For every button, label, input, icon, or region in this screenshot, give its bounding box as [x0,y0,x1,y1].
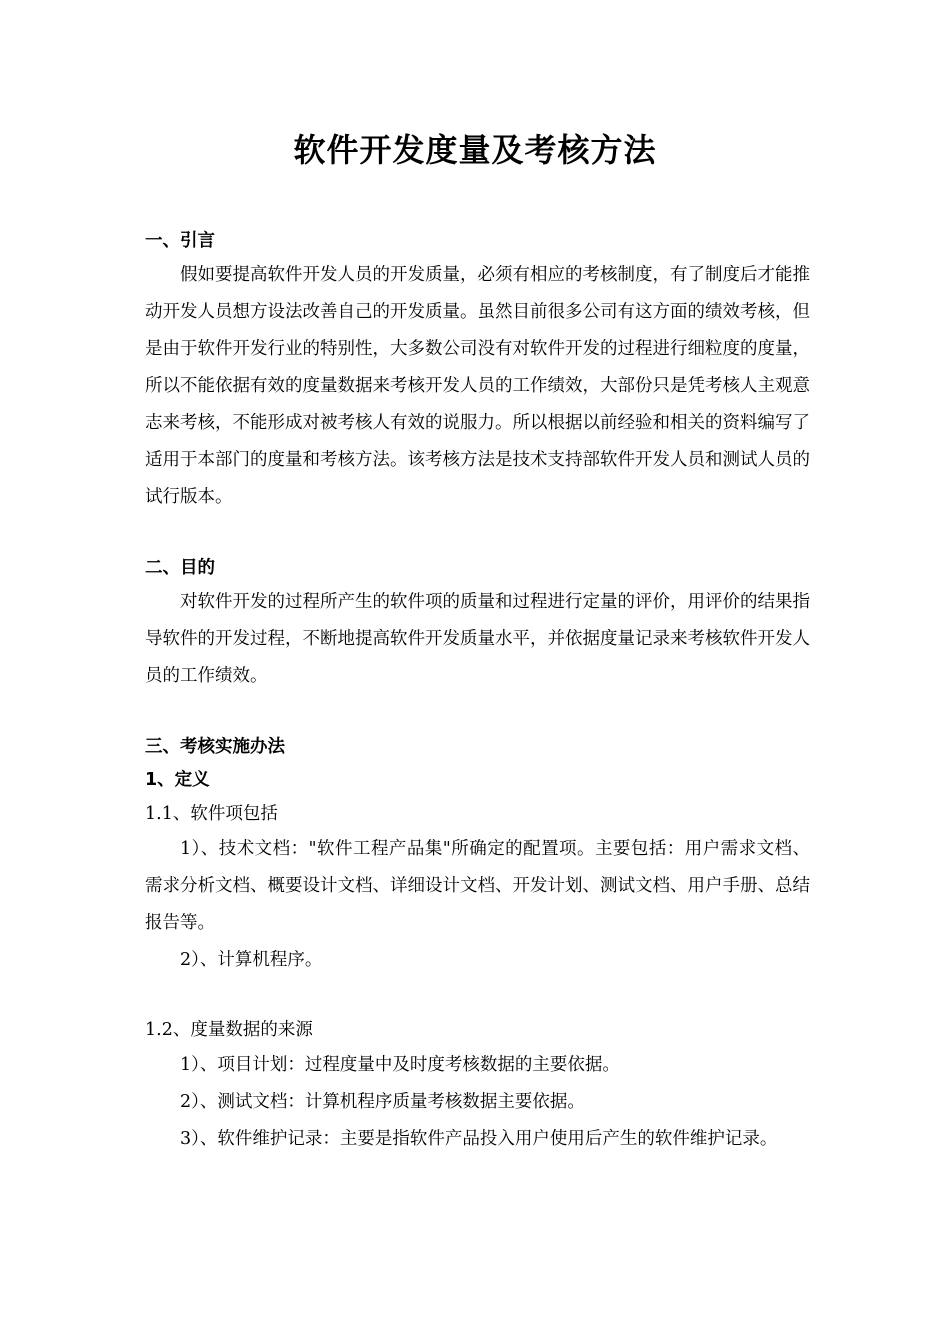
list-item: 2）、测试文档：计算机程序质量考核数据主要依据。 [180,1092,585,1112]
document-body [145,225,810,1158]
subsection-heading-definition: 1、定义 [145,770,210,790]
section-heading-intro: 一、引言 [145,231,215,251]
list-item: 1）、项目计划：过程度量中及时度考核数据的主要依据。 [180,1055,620,1075]
subsection-heading-software-items: 1.1、软件项包括 [145,804,278,824]
spacer [145,516,810,552]
subsection-heading-data-sources: 1.2、度量数据的来源 [145,1020,313,1040]
purpose-paragraph: 对软件开发的过程所产生的软件项的质量和过程进行定量的评价，用评价的结果指导软件的开发过程，不断地提高软件开发质量水平，并依据度量记录来考核软件开发人员的工作绩效。 [145,592,810,686]
section-heading-purpose: 二、目的 [145,558,215,578]
section-heading-implementation: 三、考核实施办法 [145,737,285,757]
spacer [145,695,810,731]
spacer [145,979,810,1013]
intro-paragraph: 假如要提高软件开发人员的开发质量，必须有相应的考核制度，有了制度后才能推动开发人员想方设法改善自己的开发质量。虽然目前很多公司有这方面的绩效考核，但是由于软件开发行业的特别性，大多数公司没有对软件开发的过程进行细粒度的度量，所以不能依据有效的度量数据来考核开发人员的工作绩效，大部份只是凭考核人主观意志来考核，不能形成对被考核人有效的说服力。所以根据以前经验和相关的资料编写了适用于本部门的度量和考核方法。该考核方法是技术支持部软件开发人员和测试人员的试行版本。 [145,265,810,507]
list-item: 1）、技术文档："软件工程产品集"所确定的配置项。主要包括：用户需求文档、需求分析文档、概要设计文档、详细设计文档、开发计划、测试文档、用户手册、总结报告等。 [145,839,810,933]
list-item: 2）、计算机程序。 [180,950,323,970]
document-title: 软件开发度量及考核方法 [293,131,657,169]
list-item: 3）、软件维护记录：主要是指软件产品投入用户使用后产生的软件维护记录。 [180,1129,778,1149]
